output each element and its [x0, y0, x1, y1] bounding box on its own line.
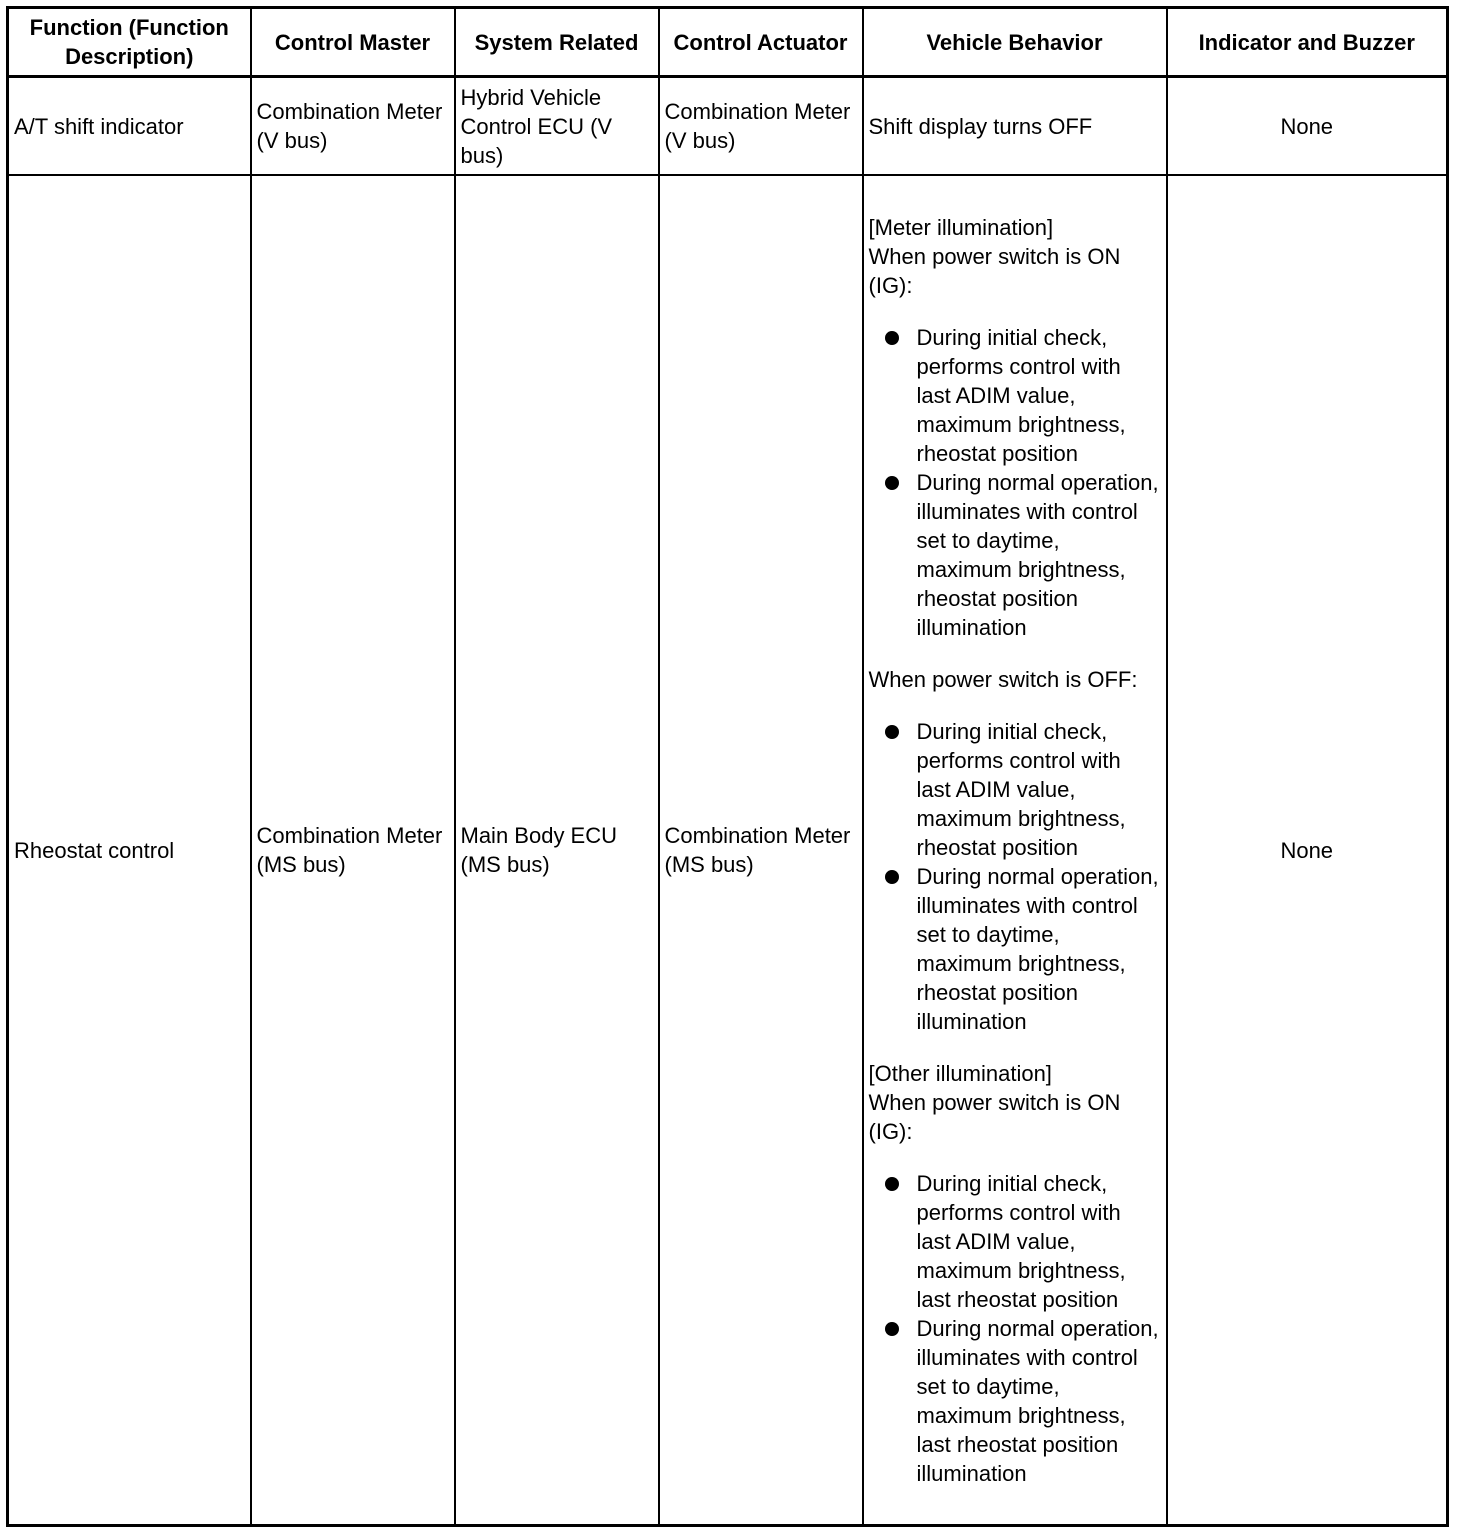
header-function: Function (Function Description)	[8, 8, 251, 77]
meter-off-bullet-list	[869, 717, 1161, 1036]
bullet-icon	[885, 331, 899, 345]
table-row	[8, 77, 1448, 176]
list-item-text: During initial check, performs control with last ADIM value, maximum brightness, last rheostat position	[916, 1170, 1126, 1312]
header-control-master: Control Master	[251, 8, 455, 77]
cell-system-related: Hybrid Vehicle Control ECU (V bus)	[455, 77, 659, 176]
bullet-icon	[885, 1322, 899, 1336]
list-item-text: During normal operation, illuminates with control set to daytime, maximum brightness, rheostat position illumination	[916, 863, 1159, 1034]
cell-control-actuator: Combination Meter (MS bus)	[659, 175, 863, 1526]
bullet-icon	[885, 1177, 899, 1191]
meter-on-bullet-list	[869, 323, 1161, 642]
cell-control-master: Combination Meter (MS bus)	[251, 175, 455, 1526]
table-header-row	[8, 8, 1448, 77]
cell-indicator-buzzer: None	[1167, 175, 1448, 1526]
bullet-icon	[885, 725, 899, 739]
bullet-icon	[885, 870, 899, 884]
cell-system-related: Main Body ECU (MS bus)	[455, 175, 659, 1526]
header-vehicle-behavior: Vehicle Behavior	[863, 8, 1167, 77]
other-illumination-label: [Other illumination]	[868, 1060, 1052, 1086]
other-on-bullet-list	[869, 1169, 1161, 1488]
list-item-text: During normal operation, illuminates with control set to daytime, maximum brightness, rheostat position illumination	[916, 469, 1159, 640]
cell-function: Rheostat control	[8, 175, 251, 1526]
list-item	[869, 468, 1161, 642]
table-row	[8, 175, 1448, 1526]
cell-control-actuator: Combination Meter (V bus)	[659, 77, 863, 176]
list-item	[869, 323, 1161, 468]
list-item-text: During normal operation, illuminates with control set to daytime, maximum brightness, last rheostat position illumination	[916, 1315, 1159, 1486]
cell-indicator-buzzer: None	[1167, 77, 1448, 176]
header-indicator-buzzer: Indicator and Buzzer	[1167, 8, 1448, 77]
function-table	[6, 6, 1449, 1527]
cell-function: A/T shift indicator	[8, 77, 251, 176]
list-item-text: During initial check, performs control with last ADIM value, maximum brightness, rheostat position	[916, 324, 1126, 466]
list-item-text: During initial check, performs control with last ADIM value, maximum brightness, rheostat position	[916, 718, 1126, 860]
header-control-actuator: Control Actuator	[659, 8, 863, 77]
header-system-related: System Related	[455, 8, 659, 77]
cell-vehicle-behavior: Shift display turns OFF	[863, 77, 1167, 176]
list-item	[869, 717, 1161, 862]
other-on-condition: When power switch is ON (IG):	[868, 1089, 1121, 1144]
list-item	[869, 1169, 1161, 1314]
meter-on-condition: When power switch is ON (IG):	[868, 243, 1121, 298]
meter-illumination-label: [Meter illumination]	[868, 214, 1054, 240]
bullet-icon	[885, 476, 899, 490]
meter-off-condition: When power switch is OFF:	[868, 666, 1138, 692]
cell-vehicle-behavior	[863, 175, 1167, 1526]
list-item	[869, 1314, 1161, 1488]
cell-control-master: Combination Meter (V bus)	[251, 77, 455, 176]
list-item	[869, 862, 1161, 1036]
